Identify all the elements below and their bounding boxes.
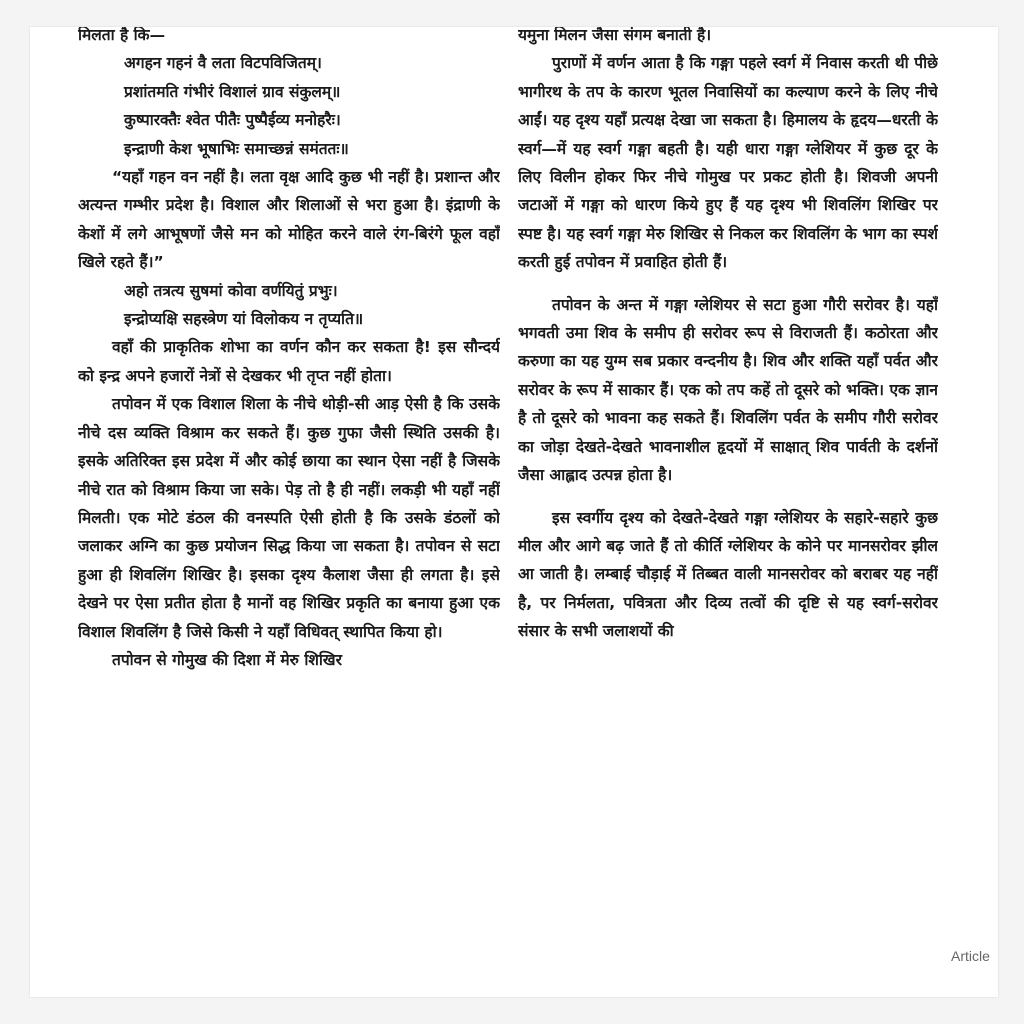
sanskrit-verse-2 [78, 277, 500, 334]
verse-line: कुष्पारक्तैः श्वेत पीतैः पुष्पैर्ईव्य मनोहरैः। [124, 111, 341, 130]
paragraph: तपोवन के अन्त में गङ्गा ग्लेशियर से सटा हुआ गौरी सरोवर है। यहाँ भगवती उमा शिव के समीप ही सरोवर रूप से विराजती हैं। कठोरता और करुणा का यह युग्म सब प्रकार वन्दनीय है। शिव और शक्ति यहाँ पर्वत और सरोवर के रूप में साकार हैं। एक को तप कहें तो दूसरे को भक्ति। एक ज्ञान है तो दूसरे को भावना कह सकते हैं। शिवलिंग पर्वत के समीप गौरी सरोवर का जोड़ा देखते-देखते भावनाशील हृदयों में साक्षात् शिव पार्वती के दर्शनों जैसा आह्लाद उत्पन्न होता है। [518, 295, 938, 485]
verse-line: इन्द्राणी केश भूषाभिः समाच्छन्नं समंततः॥ [124, 139, 349, 158]
sanskrit-verse-1 [78, 49, 500, 163]
paragraph: यमुना मिलन जैसा संगम बनाती है। [518, 27, 712, 44]
verse-line: प्रशांतमति गंभीरं विशालं ग्राव संकुलम्॥ [124, 82, 341, 101]
paragraph: “यहाँ गहन वन नहीं है। लता वृक्ष आदि कुछ भी नहीं है। प्रशान्त और अत्यन्त गम्भीर प्रदेश है। विशाल और शिलाओं से भरा हुआ है। इंद्राणी के केशों में लगे आभूषणों जैसे मन को मोहित करने वाले रंग-बिरंगे फूल वहाँ खिले रहते हैं।” [78, 168, 500, 272]
article-link[interactable]: Article [951, 948, 990, 964]
paragraph: तपोवन में एक विशाल शिला के नीचे थोड़ी-सी आड़ ऐसी है कि उसके नीचे दस व्यक्ति विश्राम कर सकते हैं। कुछ गुफा जैसी स्थिति उसकी है। इसके अतिरिक्त इस प्रदेश में और कोई छाया का स्थान ऐसा नहीं है जिसके नीचे रात को विश्राम किया जा सके। पेड़ तो है ही नहीं। लकड़ी भी यहाँ नहीं मिलती। एक मोटे डंठल की वनस्पति ऐसी होती है कि उसके डंठलों को जलाकर अग्नि का कुछ प्रयोजन सिद्ध किया जा सकता है। तपोवन से सटा हुआ ही शिवलिंग शिखिर है। इसका दृश्य कैलाश जैसा ही लगता है। इसे देखने पर ऐसा प्रतीत होता है मानों वह शिखिर प्रकृति का बनाया हुआ एक विशाल शिवलिंग है जिसे किसी ने यहाँ विधिवत् स्थापित किया हो। [78, 395, 500, 641]
left-column [78, 27, 500, 997]
paragraph: तपोवन से गोमुख की दिशा में मेरु शिखिर [112, 650, 342, 669]
intro-line: मिलता है कि— [78, 27, 166, 44]
right-column [518, 27, 938, 997]
verse-line: अगहन गहनं वै लता विटपविजितम्। [124, 54, 322, 73]
paragraph: पुराणों में वर्णन आता है कि गङ्गा पहले स्वर्ग में निवास करती थी पीछे भागीरथ के तप के कारण भूतल निवासियों का कल्याण करने के लिए नीचे आईं। यह दृश्य यहाँ प्रत्यक्ष देखा जा सकता है। हिमालय के हृदय—धरती के स्वर्ग—में यह स्वर्ग गङ्गा बहती है। यही धारा गङ्गा ग्लेशियर में कुछ दूर के लिए विलीन होकर फिर नीचे गोमुख पर प्रकट होती है। शिवजी अपनी जटाओं में गङ्गा को धारण किये हुए हैं यह दृश्य भी शिवलिंग शिखिर पर स्पष्ट है। यह स्वर्ग गङ्गा मेरु शिखिर से निकल कर शिवलिंग के भाग का स्पर्श करती हुई तपोवन में प्रवाहित होती हैं। [518, 54, 938, 272]
verse-line: अहो तत्रत्य सुषमां कोवा वर्णयितुं प्रभुः। [124, 281, 338, 300]
scanned-page [30, 27, 998, 997]
verse-line: इन्द्रोप्यक्षि सहस्त्रेण यां विलोकय न तृप्यति॥ [124, 310, 364, 329]
paragraph: वहाँ की प्राकृतिक शोभा का वर्णन कौन कर सकता है! इस सौन्दर्य को इन्द्र अपने हजारों नेत्रों से देखकर भी तृप्त नहीं होता। [78, 338, 500, 385]
paragraph: इस स्वर्गीय दृश्य को देखते-देखते गङ्गा ग्लेशियर के सहारे-सहारे कुछ मील और आगे बढ़ जाते हैं तो कीर्ति ग्लेशियर के कोने पर मानसरोवर झील आ जाती है। लम्बाई चौड़ाई में तिब्बत वाली मानसरोवर को बराबर यह नहीं है, पर निर्मलता, पवित्रता और दिव्य तत्वों की दृष्टि से यह स्वर्ग-सरोवर संसार के सभी जलाशयों की [518, 508, 938, 641]
